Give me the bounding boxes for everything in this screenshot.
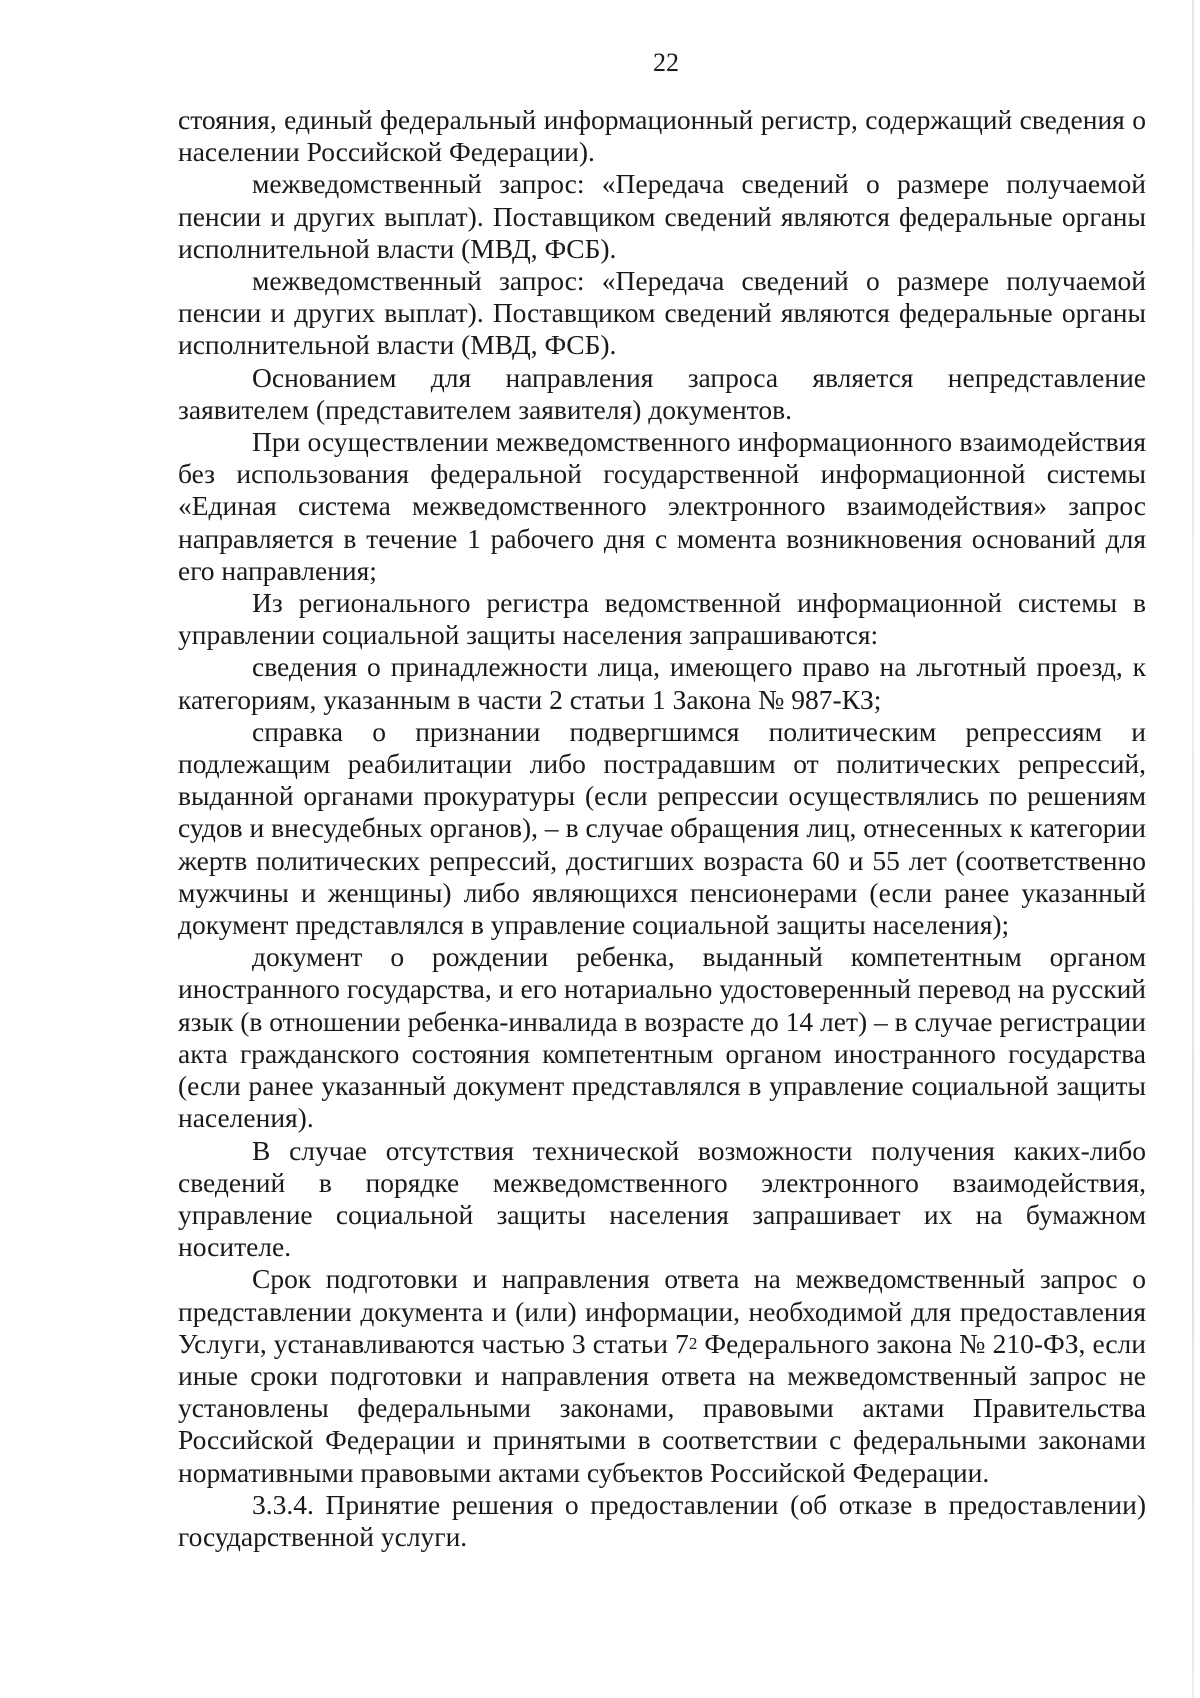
paragraph-interagency-request-2: межведомственный запрос: «Передача сведений о размере получаемой пенсии и других выплат). Поставщиком сведений являются федеральные органы исполнительной власти (МВД, ФСБ). xyxy=(178,265,1146,361)
scan-edge-shadow xyxy=(1192,0,1194,1698)
paragraph-category-info: сведения о принадлежности лица, имеющего право на льготный проезд, к категориям, указанным в части 2 статьи 1 Закона № 987-КЗ; xyxy=(178,651,1146,715)
paragraph-birth-document: документ о рождении ребенка, выданный компетентным органом иностранного государства, и его нотариально удостоверенный перевод на русский язык (в отношении ребенка-инвалида в возрасте до 14 лет) – в случае регистрации акта гражданского состояния компетентным органом иностранного государства (если ранее указанный документ представлялся в управление социальной защиты населения). xyxy=(178,941,1146,1134)
paragraph-interaction-deadline: При осуществлении межведомственного информационного взаимодействия без использования федеральной государственной информационной системы «Единая система межведомственного электронного взаимодействия» запрос направляется в течение 1 рабочего дня с момента возникновения оснований для его направления; xyxy=(178,426,1146,586)
paragraph-request-basis: Основанием для направления запроса является непредставление заявителем (представителем заявителя) документов. xyxy=(178,361,1146,425)
page-number: 22 xyxy=(653,48,679,77)
paragraph-paper-request: В случае отсутствия технической возможности получения каких-либо сведений в порядке межведомственного электронного взаимодействия, управление социальной защиты населения запрашивает их на бумажном носителе. xyxy=(178,1134,1146,1263)
paragraph-repression-certificate: справка о признании подвергшимся политическим репрессиям и подлежащим реабилитации либо пострадавшим от политических репрессий, выданной органами прокуратуры (если репрессии осуществлялись по решениям судов и внесудебных органов), – в случае обращения лиц, отнесенных к категории жертв политических репрессий, достигших возраста 60 и 55 лет (соответственно мужчины и женщины) либо являющихся пенсионерами (если ранее указанный документ представлялся в управление социальной защиты населения); xyxy=(178,715,1146,941)
paragraph-response-deadline-text-cont: Федерального закона № 210-ФЗ, если иные сроки подготовки и направления ответа на межведомственный запрос не установлены федеральными законами, правовыми актами Правительства Российской Федерации и принятыми в соответствии с федеральными законами нормативными правовыми актами субъектов Российской Федерации. xyxy=(178,1327,1146,1488)
paragraph-interagency-request-1: межведомственный запрос: «Передача сведений о размере получаемой пенсии и других выплат). Поставщиком сведений являются федеральные органы исполнительной власти (МВД, ФСБ). xyxy=(178,168,1146,264)
superscript-index: 2 xyxy=(688,1333,698,1353)
paragraph-response-deadline xyxy=(178,1263,1146,1488)
paragraph-response-deadline-text: Срок подготовки и направления ответа на межведомственный запрос о представлении документа и (или) информации, необходимой для предоставления Услуги, устанавливаются частью 3 статьи 7 xyxy=(178,1263,1146,1359)
document-body xyxy=(178,104,1146,1553)
paragraph-continuation: стояния, единый федеральный информационный регистр, содержащий сведения о населении Российской Федерации). xyxy=(178,104,1146,168)
paragraph-regional-register: Из регионального регистра ведомственной информационной системы в управлении социальной защиты населения запрашиваются: xyxy=(178,587,1146,651)
section-heading-3-3-4: 3.3.4. Принятие решения о предоставлении (об отказе в предоставлении) государственной услуги. xyxy=(178,1488,1146,1552)
